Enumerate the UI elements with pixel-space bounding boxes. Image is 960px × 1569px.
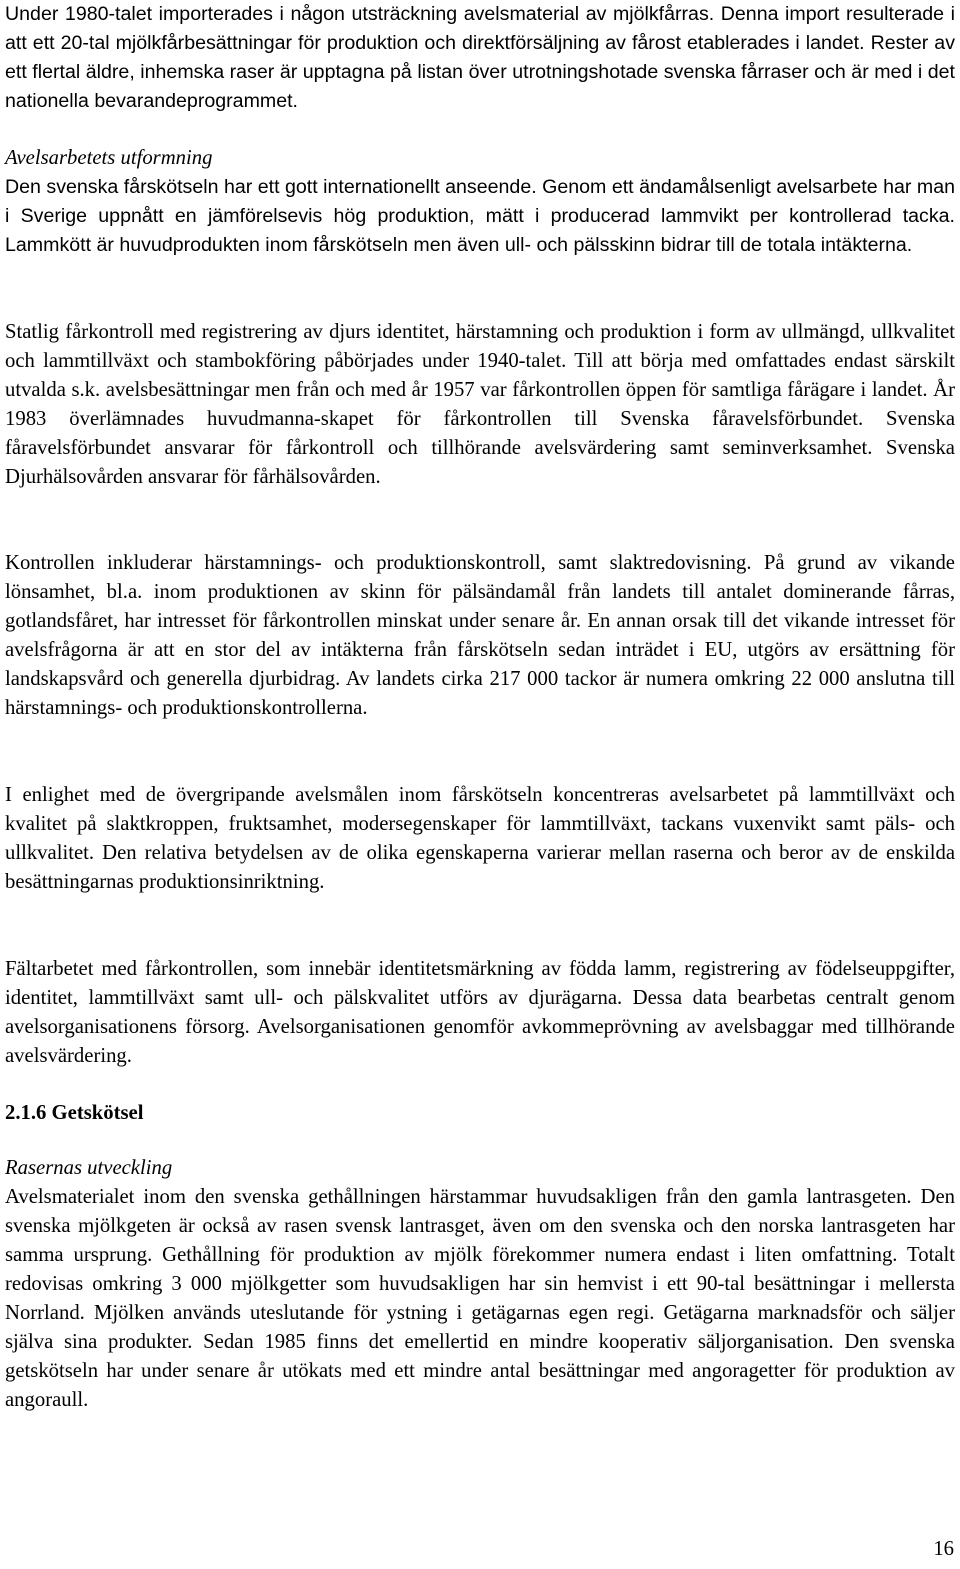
section-heading-getskötsel: 2.1.6 Getskötsel	[5, 1102, 144, 1124]
paragraph-fältarbetet: Fältarbetet med fårkontrollen, som innebär identitetsmärkning av födda lamm, registrering av födelseuppgifter, identitet, lammtillväxt samt ull- och pälskvalitet utförs av djurägarna. Dessa data bearbetas centralt genom avelsorganisationens försorg. Avelsorganisationen genomför avkommeprövning av avelsbaggar med tillhörande avelsvärdering.	[5, 958, 955, 1067]
subheading-avelsarbetets-utformning: Avelsarbetets utformning	[5, 147, 213, 169]
paragraph-avelsmålen: I enlighet med de övergripande avelsmålen inom fårskötseln koncentreras avelsarbetet på lammtillväxt och kvalitet på slaktkroppen, fruktsamhet, modersegenskaper för lammtillväxt, tackans vuxenvikt samt päls- och ullkvalitet. Den relativa betydelsen av de olika egenskaperna varierar mellan raserna och beror av de enskilda besättningarnas produktionsinriktning.	[5, 784, 955, 893]
subheading-rasernas-utveckling: Rasernas utveckling	[5, 1157, 173, 1179]
paragraph-fårskötseln-anseende: Den svenska fårskötseln har ett gott internationellt anseende. Genom ett ändamålsenligt avelsarbete har man i Sverige uppnått en jämförelsevis hög produktion, mätt i producerad lammvikt per kontrollerad tacka. Lammkött är huvudprodukten inom fårskötseln men även ull- och pälsskinn bidrar till de totala intäkterna.	[5, 176, 955, 256]
paragraph-statlig-fårkontroll: Statlig fårkontroll med registrering av djurs identitet, härstamning och produktion i form av ullmängd, ullkvalitet och lammtillväxt och stambokföring påbörjades under 1940-talet. Till att börja med omfattades endast särskilt utvalda s.k. avelsbesättningar men från och med år 1957 var fårkontrollen öppen för samtliga fårägare i landet. År 1983 överlämnades huvudmanna-skapet för fårkontrollen till Svenska fåravelsförbundet. Svenska fåravelsförbundet ansvarar för fårkontroll och tillhörande avelsvärdering samt seminverksamhet. Svenska Djurhälsovården ansvarar för fårhälsovården.	[5, 321, 955, 488]
paragraph-import: Under 1980-talet importerades i någon utsträckning avelsmaterial av mjölkfårras. Denna import resulterade i att ett 20-tal mjölkfårbesättningar för produktion och direktförsäljning av fårost etablerades i landet. Rester av ett flertal äldre, inhemska raser är upptagna på listan över utrotningshotade svenska fårraser och är med i det nationella bevarandeprogrammet.	[5, 3, 955, 112]
paragraph-avelsmaterialet: Avelsmaterialet inom den svenska gethållningen härstammar huvudsakligen från den gamla lantrasgeten. Den svenska mjölkgeten är också av rasen svensk lantrasget, även om den svenska och den norska lantrasgeten har samma ursprung. Gethållning för produktion av mjölk förekommer numera endast i liten omfattning. Totalt redovisas omkring 3 000 mjölkgetter som huvudsakligen har sin hemvist i ett 90-tal besättningar i mellersta Norrland. Mjölken används uteslutande för ystning i getägarnas egen regi. Getägarna marknadsför och säljer själva sina produkter. Sedan 1985 finns det emellertid en mindre kooperativ säljorganisation. Den svenska getskötseln har under senare år utökats med ett mindre antal besättningar med angoragetter för produktion av angoraull.	[5, 1186, 955, 1411]
page-number: 16	[933, 1538, 954, 1560]
paragraph-kontrollen: Kontrollen inkluderar härstamnings- och produktionskontroll, samt slaktredovisning. På grund av vikande lönsamhet, bl.a. inom produktionen av skinn för pälsändamål från landets till antalet dominerande fårras, gotlandsfåret, har intresset för fårkontrollen minskat under senare år. En annan orsak till det vikande intresset för avelsfrågorna är att en stor del av intäkterna från fårskötseln sedan inträdet i EU, utgörs av ersättning för landskapsvård och generella djurbidrag. Av landets cirka 217 000 tackor är numera omkring 22 000 anslutna till härstamnings- och produktionskontrollerna.	[5, 552, 955, 719]
